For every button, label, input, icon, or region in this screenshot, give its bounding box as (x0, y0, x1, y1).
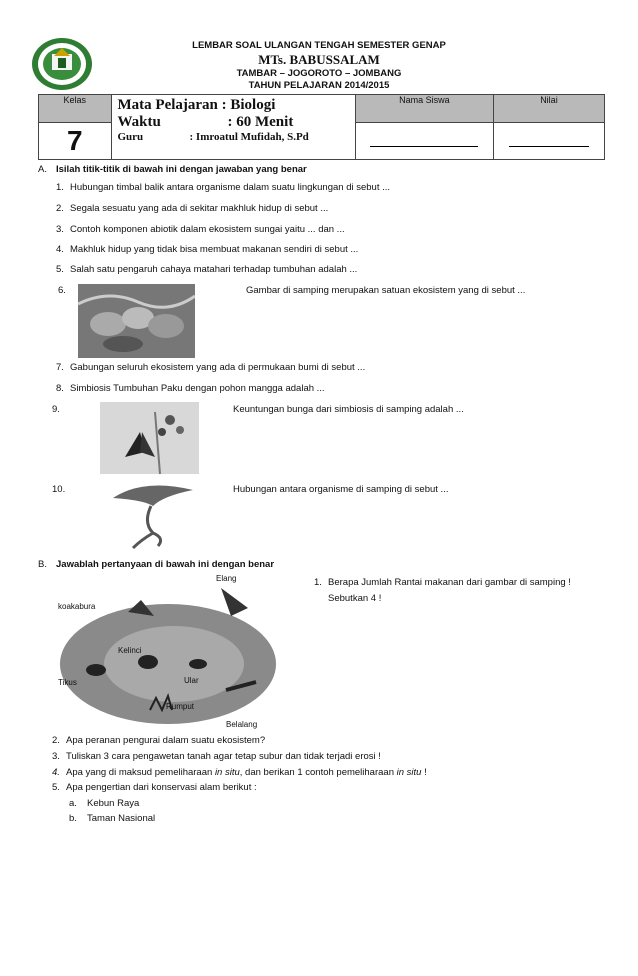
question-a6: Gambar di samping merupakan satuan ekosistem yang di sebut ... (246, 285, 526, 296)
section-b-title: Jawablah pertanyaan di bawah ini dengan benar (56, 559, 275, 570)
question-a9-number: 9. (52, 404, 60, 415)
subject-cell (111, 95, 355, 160)
label-ular: Ular (184, 676, 199, 685)
question-b3: 3. Tuliskan 3 cara pengawetan tanah agar tetap subur dan tidak terjadi erosi ! (52, 751, 381, 762)
teacher-value: : Imroatul Mufidah, S.Pd (189, 131, 309, 143)
name-label-cell (355, 95, 493, 123)
section-a-heading (38, 164, 307, 175)
exam-info-table (38, 94, 605, 160)
label-elang: Elang (216, 574, 237, 583)
time-label: Waktu (117, 114, 161, 130)
label-koakabura: koakabura (58, 602, 96, 611)
question-a6-number: 6. (58, 285, 66, 296)
label-rumput: Rumput (166, 702, 195, 711)
academic-year: TAHUN PELAJARAN 2014/2015 (248, 80, 390, 91)
label-tikus: Tikus (58, 678, 77, 687)
teacher-row (118, 131, 349, 143)
question-a5: 5. Salah satu pengaruh cahaya matahari terhadap tumbuhan adalah ... (56, 264, 358, 275)
question-a7: 7. Gabungan seluruh ekosistem yang ada di permukaan bumi di sebut ... (56, 362, 366, 373)
teacher-label: Guru (117, 131, 144, 143)
section-a-marker: A. (38, 164, 47, 175)
label-kelinci: Kelinci (118, 646, 142, 655)
score-label: Nilai (540, 95, 558, 105)
question-a4: 4. Makhluk hidup yang tidak bisa membuat makanan sendiri di sebut ... (56, 244, 359, 255)
section-a-title: Isilah titik-titik di bawah ini dengan jawaban yang benar (56, 164, 307, 175)
question-b1-line2: Sebutkan 4 ! (328, 593, 382, 604)
question-b4: 4. Apa yang di maksud pemeliharaan in situ, dan berikan 1 contoh pemeliharaan in situ ! (52, 767, 427, 778)
question-b5-a: a. Kebun Raya (69, 798, 140, 809)
question-a9: Keuntungan bunga dari simbiosis di samping adalah ... (233, 404, 464, 415)
question-a10-number: 10. (52, 484, 66, 495)
question-a3: 3. Contoh komponen abiotik dalam ekosistem sungai yaitu ... dan ... (56, 224, 345, 235)
question-a10: Hubungan antara organisme di samping di sebut ... (233, 484, 449, 495)
school-name: MTs. BABUSSALAM (258, 52, 380, 67)
school-address: TAMBAR – JOGOROTO – JOMBANG (236, 68, 402, 79)
bird-snake-drawing (103, 478, 198, 550)
section-b-heading (38, 559, 274, 570)
name-answer-line[interactable] (370, 146, 478, 147)
subject-title: Mata Pelajaran : Biologi (117, 97, 276, 113)
question-a1: 1. Hubungan timbal balik antara organisme dalam suatu lingkungan di sebut ... (56, 182, 391, 193)
name-label: Nama Siswa (399, 95, 450, 105)
question-b5-b: b. Taman Nasional (69, 813, 156, 824)
question-a8: 8. Simbiosis Tumbuhan Paku dengan pohon mangga adalah ... (56, 383, 325, 394)
butterfly-flower-photo (100, 402, 199, 474)
time-row (118, 114, 349, 131)
question-b1: 1. Berapa Jumlah Rantai makanan dari gambar di samping ! (314, 577, 571, 588)
header-title: LEMBAR SOAL ULANGAN TENGAH SEMESTER GENAP (192, 40, 446, 51)
name-answer-cell[interactable] (355, 123, 493, 160)
section-b-marker: B. (38, 559, 47, 570)
time-value: : 60 Menit (227, 114, 294, 130)
question-b2: 2. Apa peranan pengurai dalam suatu ekosistem? (52, 735, 266, 746)
question-b5: 5. Apa pengertian dari konservasi alam berikut : (52, 782, 257, 793)
label-belalang: Belalang (226, 720, 258, 729)
food-web-diagram (56, 572, 288, 732)
kelas-label-cell (39, 95, 112, 123)
score-answer-cell[interactable] (493, 123, 604, 160)
kelas-value: 7 (66, 125, 83, 156)
question-a2: 2. Segala sesuatu yang ada di sekitar makhluk hidup di sebut ... (56, 203, 329, 214)
kelas-label: Kelas (63, 95, 86, 105)
ecosystem-photo (78, 284, 195, 358)
kelas-value-cell (39, 123, 112, 160)
score-answer-line[interactable] (509, 146, 589, 147)
score-label-cell (493, 95, 604, 123)
